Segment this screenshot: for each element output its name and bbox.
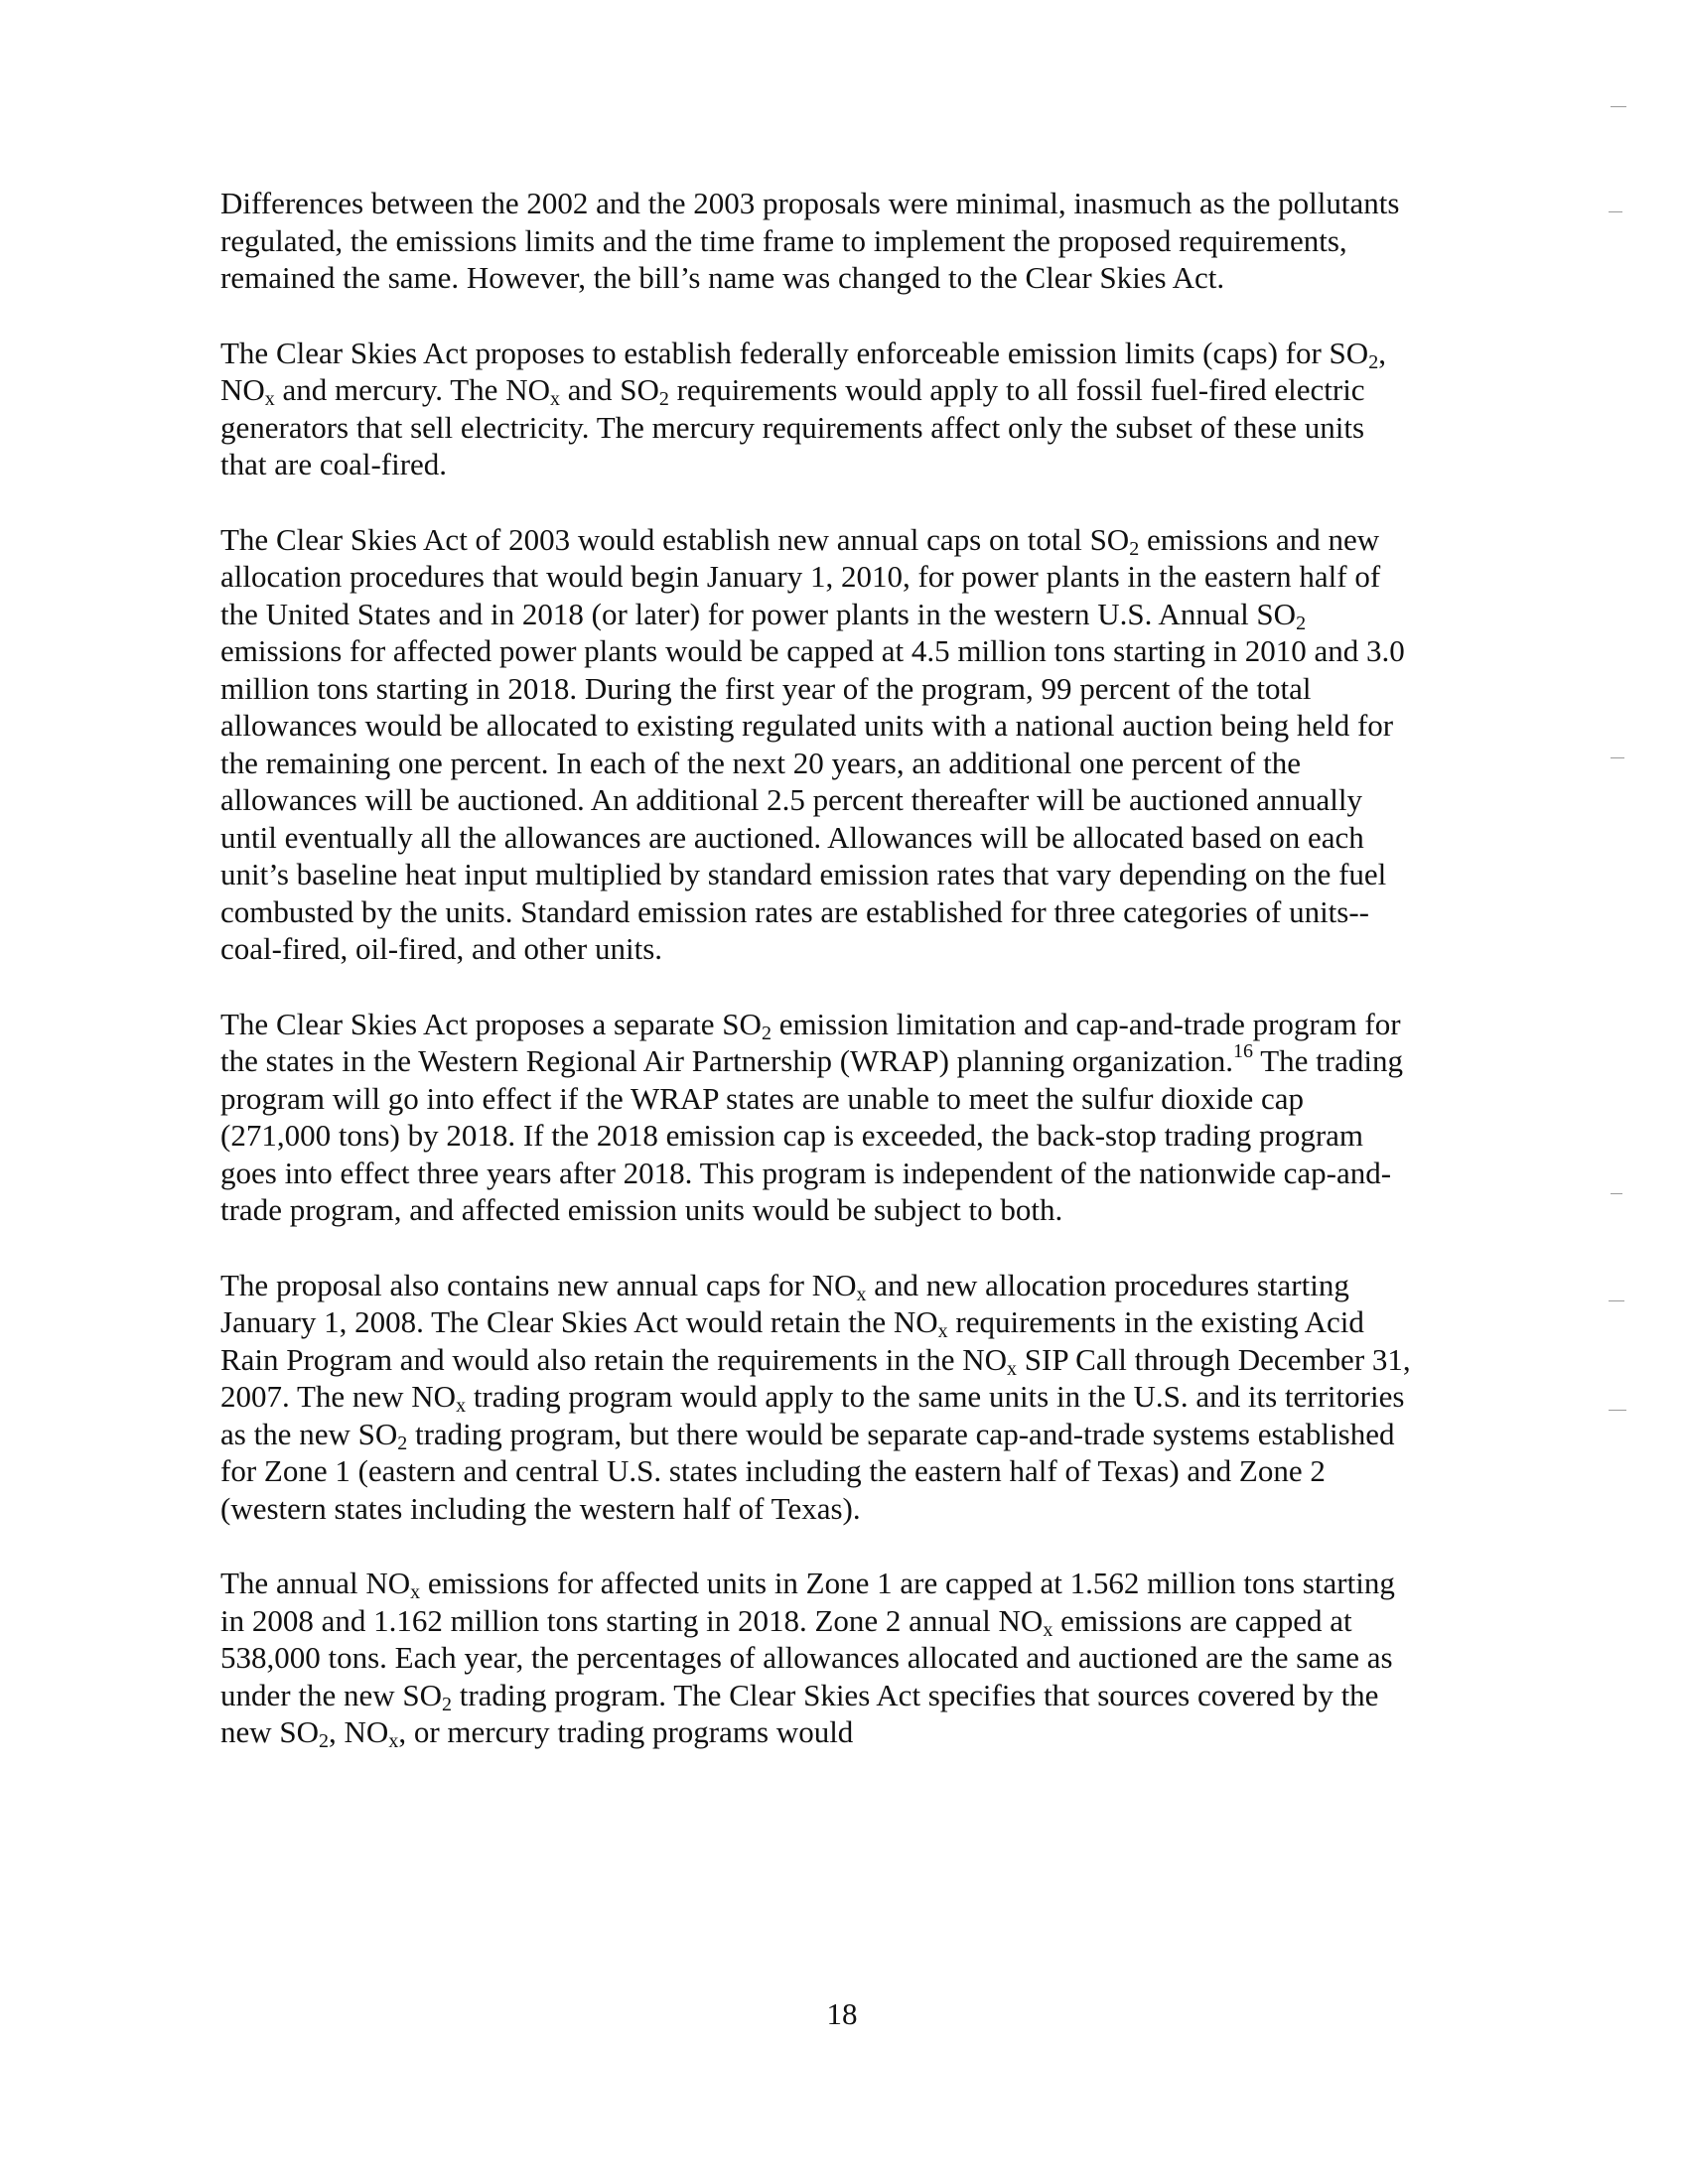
text-run: The Clear Skies Act proposes a separate SO (220, 1006, 762, 1041)
text-run: and mercury. The NO (274, 372, 550, 407)
text-run: requirements would apply to all fossil fuel-fired electric generators that sell electricity. The mercury requirements affect only the subset of these units that are coal-fired. (220, 372, 1365, 481)
text-run: emissions for affected power plants would be capped at 4.5 million tons starting in 2010 and 3.0 million tons starting in 2018. During the first year of the program, 99 percent of the total allowances would be allocated to existing regulated units with a national auction being held for the remaining one percent. In each of the next 20 years, an additional one percent of the allowances will be auctioned. An additional 2.5 percent thereafter will be auctioned annually until eventually all the allowances are auctioned. Allowances will be allocated based on each unit’s baseline heat input multiplied by standard emission rates that vary depending on the fuel combusted by the units. Standard emission rates are established for three categories of units--coal-fired, oil-fired, and other units. (220, 633, 1405, 966)
text-run: SIP Call through December 31, 2007. The new NO (220, 1341, 1411, 1414)
paragraph (220, 1565, 1412, 1751)
text-run: emissions are capped at 538,000 tons. Each year, the percentages of allowances allocated and auctioned are the same as under the new SO (220, 1602, 1393, 1712)
scan-mark (1609, 1300, 1624, 1301)
paragraph (220, 1006, 1412, 1229)
paragraph (220, 335, 1412, 483)
body-text (220, 185, 1412, 1789)
subscript: 2 (1129, 537, 1140, 560)
text-run: The annual NO (220, 1566, 411, 1600)
text-run: The Clear Skies Act of 2003 would establish new annual caps on total SO (220, 521, 1130, 557)
text-run: and new allocation procedures starting January 1, 2008. The Clear Skies Act would retain the NO (220, 1267, 1349, 1339)
subscript: x (1043, 1618, 1053, 1641)
text-run: , NO (329, 1714, 389, 1749)
paragraph (220, 185, 1412, 297)
scan-mark (1611, 757, 1624, 758)
subscript: x (937, 1320, 948, 1342)
text-run: Differences between the 2002 and the 2003 proposals were minimal, inasmuch as the pollutants regulated, the emissions limits and the time frame to implement the proposed requirements, remained the same. However, the bill’s name was changed to the Clear Skies Act. (220, 186, 1400, 295)
text-run: , NO (220, 335, 1386, 407)
subscript: x (549, 388, 560, 410)
scan-mark (1609, 1410, 1626, 1411)
text-run: The Clear Skies Act proposes to establish federally enforceable emission limits (caps) for SO (220, 335, 1369, 370)
subscript: 2 (319, 1730, 330, 1752)
subscript: x (456, 1395, 467, 1417)
text-run: trading program would apply to the same units in the U.S. and its territories as the new SO (220, 1379, 1405, 1451)
footnote-ref: 16 (1233, 1040, 1254, 1062)
page-number: 18 (826, 1996, 858, 2031)
text-run: The trading program will go into effect if the WRAP states are unable to meet the sulfur dioxide cap (271,000 tons) by 2018. If the 2018 emission cap is exceeded, the back-stop trading program goes into effect three years after 2018. This program is independent of the nationwide cap-and-trade program, and affected emission units would be subject to both. (220, 1043, 1403, 1227)
subscript: x (410, 1581, 421, 1603)
subscript: 2 (1296, 612, 1307, 634)
scan-mark (1609, 211, 1622, 212)
paragraph (220, 1267, 1412, 1528)
text-run: emission limitation and cap-and-trade program for the states in the Western Regional Air Partnership (WRAP) planning organization. (220, 1006, 1401, 1078)
subscript: 2 (761, 1022, 772, 1044)
scan-mark (1611, 1193, 1622, 1194)
text-run: , or mercury trading programs would (398, 1714, 854, 1749)
text-run: trading program, but there would be separate cap-and-trade systems established for Zone 1 (eastern and central U.S. states including the eastern half of Texas) and Zone 2 (western states including the western half of Texas). (220, 1416, 1395, 1526)
subscript: 2 (1368, 350, 1379, 373)
subscript: x (1007, 1357, 1018, 1380)
text-run: trading program. The Clear Skies Act specifies that sources covered by the new SO (220, 1677, 1379, 1749)
subscript: 2 (658, 388, 669, 410)
text-run: and SO (559, 372, 659, 407)
subscript: x (388, 1730, 399, 1752)
subscript: 2 (397, 1432, 408, 1454)
text-run: emissions and new allocation procedures that would begin January 1, 2010, for power plants in the eastern half of the United States and in 2018 (or later) for power plants in the western U.S. Annual SO (220, 521, 1381, 631)
paragraph (220, 521, 1412, 968)
subscript: 2 (441, 1693, 452, 1715)
text-run: requirements in the existing Acid Rain Program and would also retain the requirements in the NO (220, 1304, 1364, 1377)
text-run: emissions for affected units in Zone 1 are capped at 1.562 million tons starting in 2008 and 1.162 million tons starting in 2018. Zone 2 annual NO (220, 1566, 1395, 1638)
subscript: x (264, 388, 275, 410)
text-run: The proposal also contains new annual caps for NO (220, 1267, 857, 1302)
subscript: x (856, 1283, 867, 1305)
scan-mark (1611, 106, 1626, 107)
